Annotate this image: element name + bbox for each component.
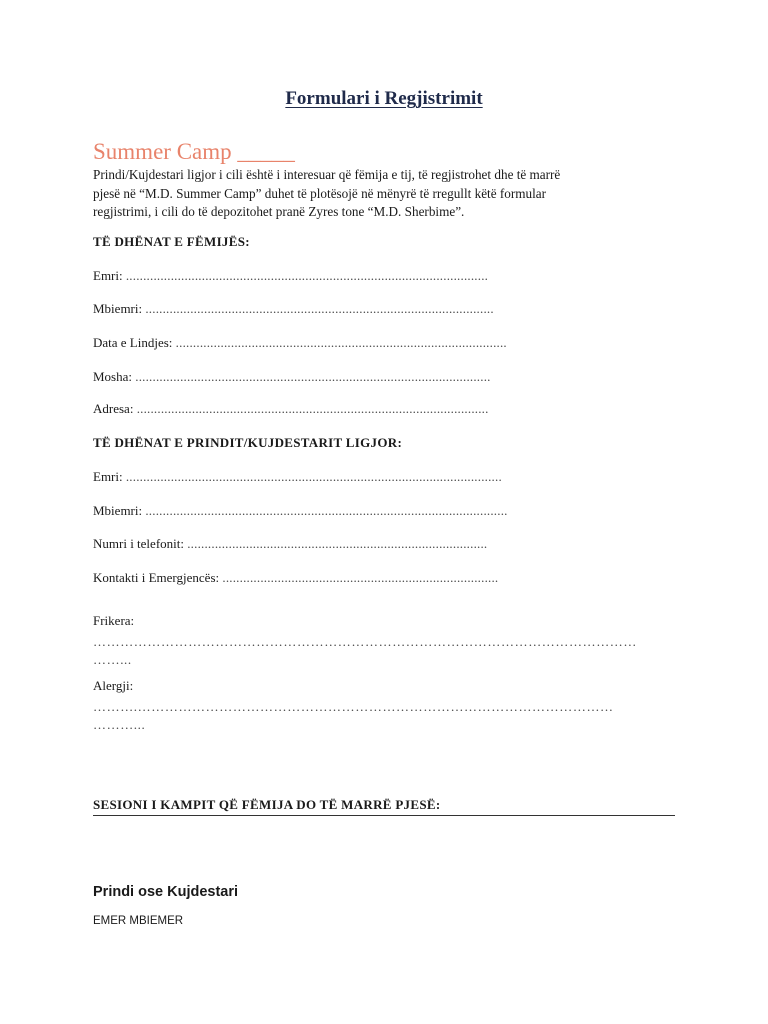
intro-paragraph <box>93 166 653 222</box>
field-label: Kontakti i Emergjencës: <box>93 570 220 585</box>
fill-dots: ...................................................................................................... <box>136 401 489 416</box>
fears-fill-line[interactable]: ………………………………………………………………………………………………………… <box>93 634 637 649</box>
parent-section-heading: TË DHËNAT E PRINDIT/KUJDESTARIT LIGJOR: <box>93 435 403 450</box>
fill-dots: ......................................................................................................... <box>125 268 489 283</box>
signature-heading: Prindi ose Kujdestari <box>93 884 239 900</box>
allergies-fill-line[interactable]: ……….…………………………………………………………………………………………… <box>93 699 614 714</box>
emergency-contact-field[interactable] <box>93 570 498 586</box>
fill-dots: ......................................................................................................... <box>145 503 508 518</box>
child-birth-date-field[interactable] <box>93 335 507 351</box>
field-label: Adresa: <box>93 401 134 416</box>
child-first-name-field[interactable] <box>93 268 488 284</box>
intro-line: regjistrimi, i cili do të depozitohet pranë Zyres tone “M.D. Sherbime”. <box>93 204 465 219</box>
field-label: Emri: <box>93 268 123 283</box>
fill-dots: ..................................................................................................... <box>145 301 494 316</box>
field-label: Data e Lindjes: <box>93 335 173 350</box>
field-label: Mbiemri: <box>93 503 143 518</box>
camp-session-heading: SESIONI I KAMPIT QË FËMIJA DO TË MARRË PJESË: <box>93 797 675 816</box>
parent-phone-field[interactable] <box>93 536 487 552</box>
fears-fill-line[interactable]: ……... <box>93 652 132 667</box>
form-title: Formulari i Regjistrimit <box>285 88 483 109</box>
allergies-fill-line[interactable]: ………... <box>93 717 146 732</box>
intro-line: pjesë në “M.D. Summer Camp” duhet të plotësojë në mënyrë të rregullt këtë formular <box>93 185 546 201</box>
fill-dots: ................................................................................ <box>222 570 499 585</box>
fill-dots: ....................................................................................................... <box>135 369 491 384</box>
intro-line: Prindi/Kujdestari ligjor i cili është i interesuar që fëmija e tij, të regjistrohet dhe të marrë <box>93 167 561 182</box>
field-label: Numri i telefonit: <box>93 536 184 551</box>
fill-dots: ....................................................................................... <box>187 536 488 551</box>
allergies-label: Alergji: <box>93 678 134 693</box>
field-label: Mbiemri: <box>93 301 143 316</box>
parent-last-name-field[interactable] <box>93 503 508 519</box>
field-label: Emri: <box>93 469 123 484</box>
fill-dots: ................................................................................................ <box>175 335 507 350</box>
fears-label: Frikera: <box>93 613 135 628</box>
child-age-field[interactable] <box>93 369 491 385</box>
field-label: Mosha: <box>93 369 132 384</box>
parent-first-name-field[interactable] <box>93 469 502 485</box>
child-last-name-field[interactable] <box>93 301 494 317</box>
child-section-heading: TË DHËNAT E FËMIJËS: <box>93 234 250 249</box>
camp-heading: Summer Camp _____ <box>93 139 295 164</box>
child-address-field[interactable] <box>93 401 489 417</box>
signature-name: EMER MBIEMER <box>93 915 184 927</box>
fill-dots: ............................................................................................................. <box>125 469 502 484</box>
